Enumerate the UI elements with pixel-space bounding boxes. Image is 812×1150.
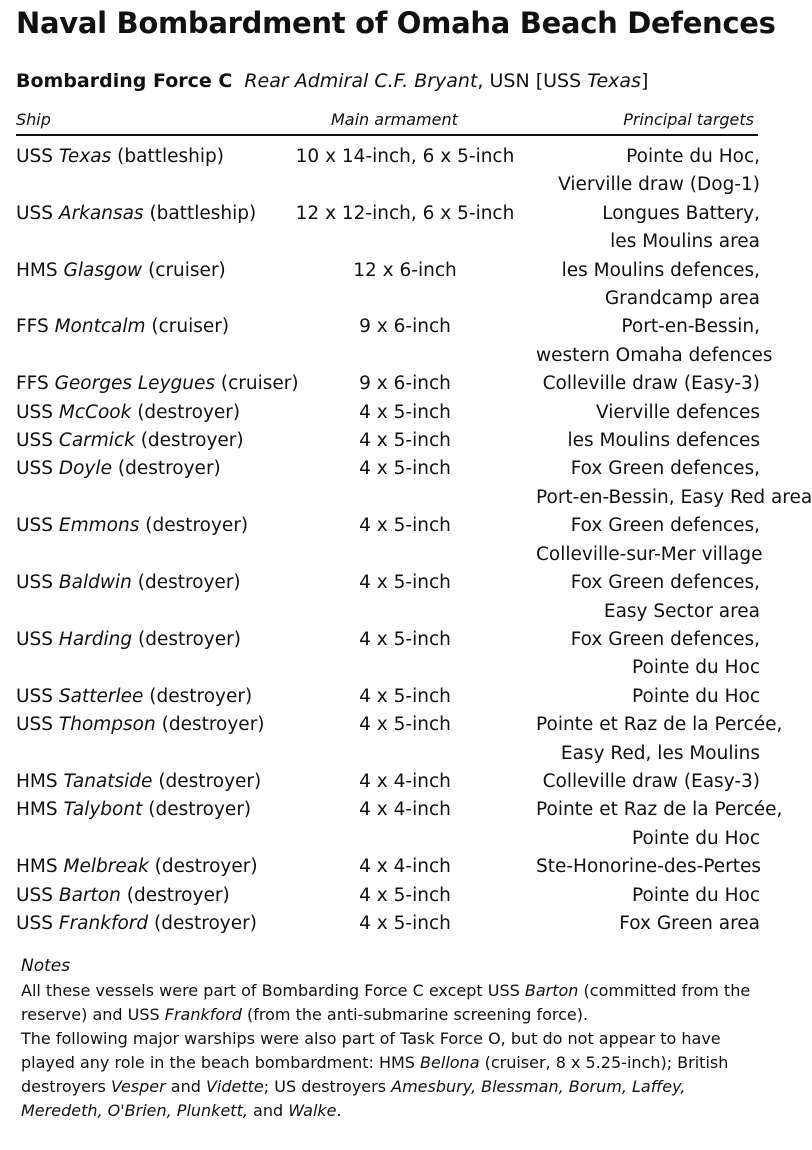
ship-name: Doyle xyxy=(58,458,112,480)
ship-prefix: HMS xyxy=(16,259,58,281)
armament-cell: 4 x 5-inch xyxy=(359,884,451,906)
ship-cell xyxy=(16,313,274,370)
ship-cell xyxy=(16,683,274,711)
ship-name: Texas xyxy=(58,146,112,167)
targets-cell xyxy=(536,683,760,711)
notes-text-run: Vidette xyxy=(205,1077,264,1096)
ship-prefix: USS xyxy=(16,146,54,167)
ship-type: (cruiser) xyxy=(151,316,230,338)
table-row xyxy=(16,711,760,768)
notes-text-run: Barton xyxy=(524,981,579,1000)
ship-type: (destroyer) xyxy=(161,714,265,736)
ship-name: Harding xyxy=(58,628,133,650)
target-line: Vierville draw (Dog-1) xyxy=(558,174,760,196)
notes-text-run: and xyxy=(165,1077,206,1096)
ship-name: Baldwin xyxy=(58,572,132,594)
ship-cell xyxy=(16,711,274,768)
ship-type: (destroyer) xyxy=(137,401,241,423)
target-line: les Moulins defences xyxy=(567,430,760,452)
ship-name: Talybont xyxy=(63,799,143,821)
force-name: Bombarding Force C xyxy=(16,70,233,92)
target-line: Fox Green defences, xyxy=(570,628,760,650)
header-rule xyxy=(16,134,758,136)
ship-name: Emmons xyxy=(58,515,140,537)
target-line: Pointe du Hoc, xyxy=(626,146,760,167)
ship-prefix: USS xyxy=(16,572,54,594)
ship-type: (destroyer) xyxy=(137,572,241,594)
table-row xyxy=(16,399,760,427)
targets-cell xyxy=(536,313,773,370)
armament-cell: 4 x 5-inch xyxy=(359,430,451,452)
notes-text-run: Frankford xyxy=(164,1005,242,1024)
ship-prefix: USS xyxy=(16,202,54,224)
ship-name: Melbreak xyxy=(63,856,149,878)
notes-text-run: All these vessels were part of Bombarding Force C except USS xyxy=(21,981,525,1000)
notes-text-run: Walke xyxy=(288,1101,337,1120)
ship-prefix: USS xyxy=(16,714,54,736)
target-line: Longues Battery, xyxy=(602,202,760,224)
target-line: Fox Green area xyxy=(619,912,760,934)
armament-cell: 9 x 6-inch xyxy=(359,316,451,338)
notes-text-run: The following major warships were also part of Task Force O, but do not appear to have played any role in the beach bombardment: HMS xyxy=(21,1029,721,1072)
target-line: Pointe du Hoc xyxy=(632,657,760,679)
notes-text-run: Amesbury, Blessman, Borum, Laffey, Meredeth, O'Brien, Plunkett, xyxy=(21,1077,686,1120)
ship-cell xyxy=(16,768,274,796)
armament-cell: 4 x 5-inch xyxy=(359,714,451,736)
force-flagship: Texas xyxy=(587,70,641,92)
ship-name: Thompson xyxy=(58,714,156,736)
targets-cell xyxy=(536,200,760,257)
target-line: Easy Red, les Moulins xyxy=(560,742,760,764)
target-line: Pointe du Hoc xyxy=(632,685,760,707)
ship-type: (battleship) xyxy=(149,202,257,224)
targets-cell xyxy=(536,143,760,200)
ship-cell xyxy=(16,257,274,314)
notes-paragraph-2 xyxy=(21,1027,761,1123)
target-line: les Moulins defences, xyxy=(561,259,760,281)
table-row xyxy=(16,569,760,626)
target-line: Port-en-Bessin, xyxy=(621,316,760,338)
ship-type: (destroyer) xyxy=(140,430,244,452)
targets-cell xyxy=(536,626,760,683)
armament-cell: 4 x 4-inch xyxy=(359,770,451,792)
targets-cell xyxy=(536,569,760,626)
ship-cell xyxy=(16,143,274,200)
table-row xyxy=(16,200,760,257)
targets-cell xyxy=(536,910,760,938)
ships-table-body xyxy=(16,143,812,938)
ship-cell xyxy=(16,370,299,398)
ship-cell xyxy=(16,569,274,626)
target-line: Grandcamp area xyxy=(604,288,760,310)
target-line: Colleville draw (Easy-3) xyxy=(542,770,760,792)
ship-type: (battleship) xyxy=(117,146,224,167)
targets-cell xyxy=(536,455,812,512)
target-line: western Omaha defences xyxy=(536,344,773,366)
targets-cell xyxy=(536,427,760,455)
column-header-ship: Ship xyxy=(16,110,51,129)
ship-type: (cruiser) xyxy=(220,373,299,395)
armament-cell: 4 x 5-inch xyxy=(359,685,451,707)
ship-prefix: USS xyxy=(16,515,54,537)
armament-cell: 4 x 5-inch xyxy=(359,458,451,480)
ship-name: Georges Leygues xyxy=(54,373,216,395)
force-close: ] xyxy=(640,70,649,92)
column-header-targets: Principal targets xyxy=(623,110,754,129)
table-row xyxy=(16,512,760,569)
ship-cell xyxy=(16,882,274,910)
ship-prefix: USS xyxy=(16,628,54,650)
ship-prefix: USS xyxy=(16,401,54,423)
armament-cell: 4 x 5-inch xyxy=(359,912,451,934)
ship-cell xyxy=(16,910,274,938)
ship-cell xyxy=(16,796,274,853)
table-row xyxy=(16,882,760,910)
ship-cell xyxy=(16,427,274,455)
table-row xyxy=(16,853,760,881)
column-header-armament: Main armament xyxy=(331,110,458,129)
target-line: Ste-Honorine-des-Pertes xyxy=(536,856,762,878)
ship-type: (destroyer) xyxy=(149,685,253,707)
notes-text-run: and xyxy=(247,1101,289,1120)
notes-paragraph-1 xyxy=(21,979,761,1027)
ship-type: (destroyer) xyxy=(145,515,249,537)
target-line: les Moulins area xyxy=(610,231,760,253)
notes-text-run: (from the anti-submarine screening force). xyxy=(241,1005,589,1024)
table-row xyxy=(16,796,760,853)
table-row xyxy=(16,455,760,512)
ship-prefix: HMS xyxy=(16,770,58,792)
target-line: Pointe et Raz de la Percée, xyxy=(536,799,783,821)
ship-name: Barton xyxy=(58,884,121,906)
target-line: Fox Green defences, xyxy=(570,515,760,537)
ship-cell xyxy=(16,626,274,683)
target-line: Easy Sector area xyxy=(603,600,760,622)
ships-table xyxy=(16,143,812,938)
ship-type: (destroyer) xyxy=(158,770,262,792)
armament-cell: 4 x 4-inch xyxy=(359,856,451,878)
table-row xyxy=(16,626,760,683)
ship-cell xyxy=(16,200,274,257)
notes-text-run: ; US destroyers xyxy=(263,1077,392,1096)
targets-cell xyxy=(536,768,760,796)
ship-type: (destroyer) xyxy=(138,628,241,650)
notes-text-run: Vesper xyxy=(110,1077,166,1096)
page-title: Naval Bombardment of Omaha Beach Defences xyxy=(16,6,776,40)
target-line: Pointe du Hoc xyxy=(632,827,760,849)
ship-prefix: FFS xyxy=(16,316,49,338)
table-row xyxy=(16,370,760,398)
ship-name: Satterlee xyxy=(58,685,144,707)
targets-cell xyxy=(536,399,760,427)
ship-prefix: FFS xyxy=(16,373,49,395)
ship-cell xyxy=(16,455,274,512)
ship-name: Carmick xyxy=(58,430,135,452)
ship-name: Arkansas xyxy=(58,202,144,224)
table-row xyxy=(16,257,760,314)
target-line: Pointe et Raz de la Percée, xyxy=(536,714,783,736)
target-line: Colleville-sur-Mer village xyxy=(536,543,763,565)
notes-text-run: (committed from the reserve) and USS xyxy=(21,981,751,1024)
table-row xyxy=(16,683,760,711)
ship-name: Glasgow xyxy=(63,259,143,281)
ship-type: (destroyer) xyxy=(154,856,258,878)
armament-cell: 12 x 6-inch xyxy=(353,259,457,281)
targets-cell xyxy=(536,257,760,314)
targets-cell xyxy=(536,512,763,569)
targets-cell xyxy=(536,711,783,768)
force-commander: Rear Admiral C.F. Bryant xyxy=(244,70,478,92)
ship-prefix: USS xyxy=(16,430,54,452)
force-heading xyxy=(16,70,648,92)
notes-text-run: . xyxy=(336,1101,342,1120)
ship-type: (destroyer) xyxy=(117,458,221,480)
ship-type: (destroyer) xyxy=(148,799,252,821)
target-line: Fox Green defences, xyxy=(570,572,760,594)
ship-prefix: USS xyxy=(16,884,54,906)
armament-cell: 4 x 5-inch xyxy=(359,401,451,423)
ship-prefix: USS xyxy=(16,685,54,707)
ship-name: McCook xyxy=(58,401,132,423)
ship-prefix: USS xyxy=(16,912,54,934)
force-service: , USN [USS xyxy=(477,70,588,92)
ship-type: (cruiser) xyxy=(148,259,226,281)
armament-cell: 4 x 5-inch xyxy=(359,515,451,537)
targets-cell xyxy=(536,796,783,853)
ship-cell xyxy=(16,399,274,427)
table-row xyxy=(16,910,760,938)
table-row xyxy=(16,427,760,455)
targets-cell xyxy=(536,853,760,881)
armament-cell: 4 x 5-inch xyxy=(359,572,451,594)
ship-prefix: HMS xyxy=(16,856,58,878)
armament-cell: 4 x 4-inch xyxy=(359,799,451,821)
table-row xyxy=(16,143,760,200)
target-line: Vierville defences xyxy=(596,401,760,423)
armament-cell: 9 x 6-inch xyxy=(359,373,451,395)
ship-prefix: USS xyxy=(16,458,54,480)
notes-title: Notes xyxy=(21,956,71,976)
ship-name: Montcalm xyxy=(54,316,146,338)
armament-cell: 12 x 12-inch, 6 x 5-inch xyxy=(295,202,515,224)
target-line: Colleville draw (Easy-3) xyxy=(542,373,760,395)
target-line: Fox Green defences, xyxy=(570,458,760,480)
table-row xyxy=(16,768,760,796)
targets-cell xyxy=(536,882,760,910)
armament-cell: 10 x 14-inch, 6 x 5-inch xyxy=(295,146,515,167)
notes-text-run: Bellona xyxy=(420,1053,480,1072)
ship-type: (destroyer) xyxy=(126,884,230,906)
target-line: Port-en-Bessin, Easy Red area xyxy=(536,486,812,508)
notes-text-run: (cruiser, 8 x 5.25-inch); British destroyers xyxy=(21,1053,729,1096)
table-row xyxy=(16,313,760,370)
notes-section xyxy=(21,953,761,1123)
ship-type: (destroyer) xyxy=(154,912,257,934)
ship-cell xyxy=(16,512,274,569)
targets-cell xyxy=(536,370,760,398)
ship-name: Frankford xyxy=(58,912,149,934)
ship-prefix: HMS xyxy=(16,799,58,821)
ship-cell xyxy=(16,853,274,881)
target-line: Pointe du Hoc xyxy=(632,884,760,906)
ship-name: Tanatside xyxy=(63,770,153,792)
armament-cell: 4 x 5-inch xyxy=(359,628,451,650)
